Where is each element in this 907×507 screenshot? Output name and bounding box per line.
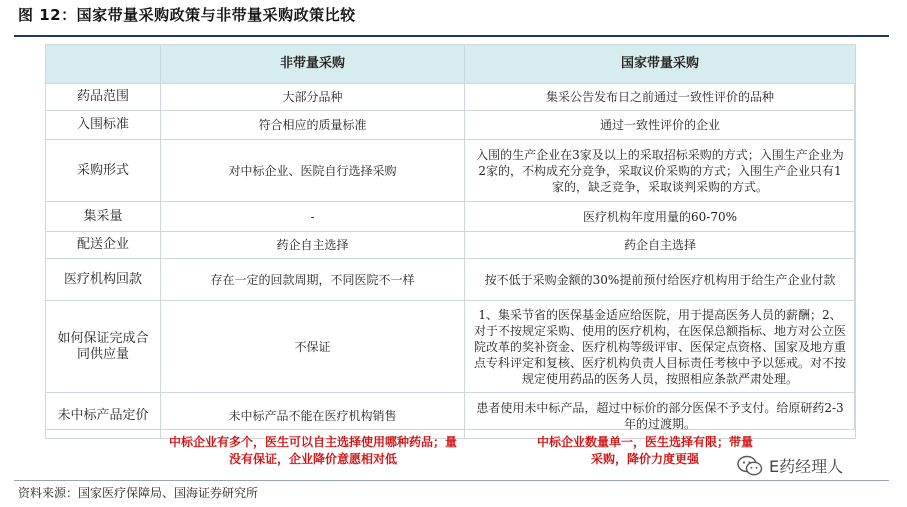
note-national: 中标企业数量单一，医生选择有限；带量采购，降价力度更强 xyxy=(536,435,753,466)
row-label: 如何保证完成合同供应量 xyxy=(46,301,161,393)
note-non-volume: 中标企业有多个，医生可以自主选择使用哪种药品；量没有保证，企业降价意愿相对低 xyxy=(168,435,457,466)
title-divider xyxy=(14,35,889,37)
cell-non-volume: - xyxy=(161,202,465,232)
bottom-divider xyxy=(14,480,889,481)
figure-title: 图 12：国家带量采购政策与非带量采购政策比较 xyxy=(18,6,356,24)
row-label: 集采量 xyxy=(46,202,161,232)
row-label: 采购形式 xyxy=(46,140,161,202)
table-header-row xyxy=(46,45,856,84)
cell-non-volume: 药企自主选择 xyxy=(161,232,465,259)
cell-non-volume: 大部分品种 xyxy=(161,84,465,111)
row-label: 医疗机构回款 xyxy=(46,259,161,301)
watermark-text: E药经理人 xyxy=(769,457,844,476)
cell-non-volume: 对中标企业、医院自行选择采购 xyxy=(161,140,465,202)
header-blank xyxy=(46,45,161,84)
watermark xyxy=(737,454,843,477)
cell-national: 医疗机构年度用量的60-70% xyxy=(465,202,856,232)
table-row xyxy=(46,301,856,393)
cell-national: 入围的生产企业在3家及以上的采取招标采购的方式；入围生产企业为2家的，不构成充分竞争，采取议价采购的方式；入围生产企业只有1家的，缺乏竞争，采取谈判采购的方式。 xyxy=(465,140,856,202)
wechat-icon xyxy=(737,455,763,477)
row-label: 未中标产品定价 xyxy=(46,393,161,439)
cell-national: 按不低于采购金额的30%提前预付给医疗机构用于给生产企业付款 xyxy=(465,259,856,301)
cell-non-volume: 存在一定的回款周期，不同医院不一样 xyxy=(161,259,465,301)
table-row xyxy=(46,393,856,439)
header-national: 国家带量采购 xyxy=(465,45,856,84)
cell-non-volume: 未中标产品不能在医疗机构销售 xyxy=(161,393,465,439)
header-non-volume: 非带量采购 xyxy=(161,45,465,84)
row-label: 药品范围 xyxy=(46,84,161,111)
cell-national: 集采公告发布日之前通过一致性评价的品种 xyxy=(465,84,856,111)
row-label: 配送企业 xyxy=(46,232,161,259)
source-note: 资料来源：国家医疗保障局、国海证券研究所 xyxy=(18,486,259,500)
table-row xyxy=(46,111,856,140)
cell-national: 通过一致性评价的企业 xyxy=(465,111,856,140)
row-label: 入围标准 xyxy=(46,111,161,140)
cell-non-volume: 不保证 xyxy=(161,301,465,393)
cell-national: 1、集采节省的医保基金适应给医院，用于提高医务人员的薪酬；2、对于不按规定采购、使用的医疗机构，在医保总额指标、地方对公立医院改革的奖补资金、医疗机构等级评审、医保定点资格、国家及地方重点专科评定和复核、医疗机构负责人目标责任考核中予以惩戒。对不按规定使用药品的医务人员，按照相应条款严肃处理。 xyxy=(465,301,856,393)
table-row xyxy=(46,259,856,301)
cell-national: 患者使用未中标产品，超过中标价的部分医保不予支付。给原研药2-3年的过渡期。 xyxy=(465,393,856,439)
cell-national: 药企自主选择 xyxy=(465,232,856,259)
table-row xyxy=(46,84,856,111)
table-row xyxy=(46,202,856,232)
table-row xyxy=(46,232,856,259)
table-row xyxy=(46,140,856,202)
cell-non-volume: 符合相应的质量标准 xyxy=(161,111,465,140)
comparison-table xyxy=(45,44,856,439)
